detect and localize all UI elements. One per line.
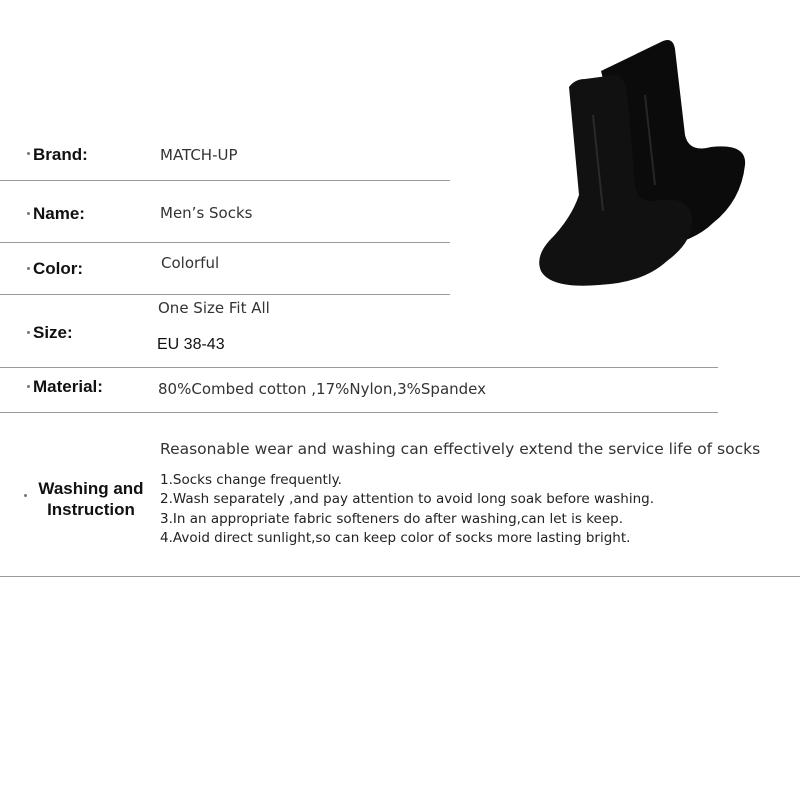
divider	[0, 242, 450, 243]
name-value: Men’s Socks	[160, 204, 253, 222]
divider	[0, 367, 718, 368]
material-value: 80%Combed cotton ,17%Nylon,3%Spandex	[158, 380, 487, 398]
washing-step: 2.Wash separately ,and pay attention to avoid long soak before washing.	[160, 491, 655, 507]
color-label: Color:	[33, 259, 84, 278]
bullet	[27, 331, 30, 334]
divider	[0, 576, 800, 577]
color-value: Colorful	[161, 254, 220, 272]
divider	[0, 294, 450, 295]
washing-step: 1.Socks change frequently.	[160, 472, 342, 488]
name-label: Name:	[33, 204, 85, 223]
bullet	[27, 267, 30, 270]
bullet	[24, 494, 27, 497]
bullet	[27, 152, 30, 155]
socks-image	[535, 35, 755, 295]
washing-step: 4.Avoid direct sunlight,so can keep color of socks more lasting bright.	[160, 530, 631, 546]
brand-value: MATCH-UP	[160, 146, 238, 164]
washing-step: 3.In an appropriate fabric softeners do after washing,can let is keep.	[160, 511, 624, 527]
size-value: One Size Fit All	[158, 299, 270, 317]
washing-label-line2: Instruction	[47, 500, 135, 519]
washing-label	[30, 478, 152, 520]
divider	[0, 180, 450, 181]
washing-heading: Reasonable wear and washing can effectively extend the service life of socks	[160, 440, 761, 458]
brand-label: Brand:	[33, 145, 88, 164]
divider	[0, 412, 718, 413]
size-label: Size:	[33, 323, 73, 342]
material-label: Material:	[33, 377, 103, 396]
bullet	[27, 385, 30, 388]
washing-label-line1: Washing and	[38, 479, 144, 498]
bullet	[27, 212, 30, 215]
size-eu-value: EU 38-43	[157, 336, 225, 353]
